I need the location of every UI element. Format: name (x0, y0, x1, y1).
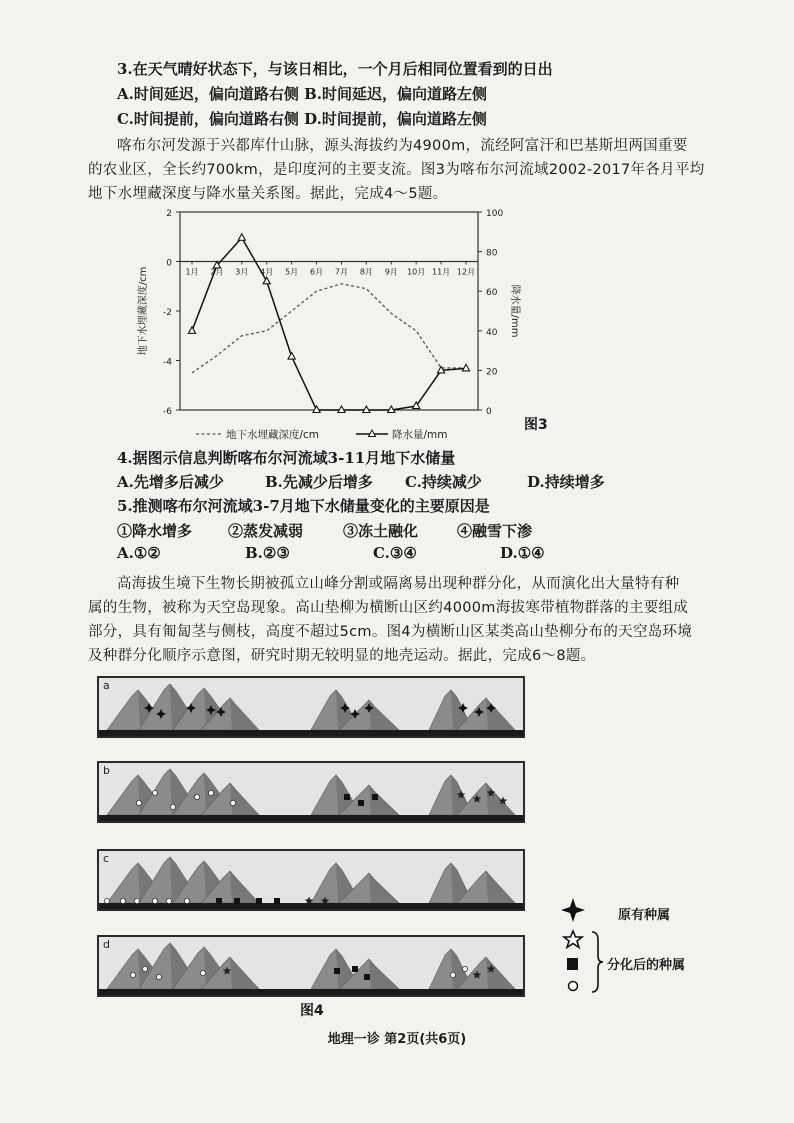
q5-item-4: ④融雪下渗 (457, 522, 533, 540)
precipitation-point (188, 327, 195, 334)
q5-items (0, 520, 794, 542)
legend-four-point-star-icon (561, 898, 585, 922)
x-tick-label: 10月 (407, 267, 426, 277)
circle-species-icon (142, 966, 147, 971)
left-axis-title: 地下水埋藏深度/cm (138, 266, 149, 356)
passage1-line1: 喀布尔河发源于兴都库什山脉，源头海拔约为4900m，流经阿富汗和巴基斯坦两国重要 (117, 138, 688, 154)
q3-options-line2: C.时间提前，偏向道路右侧 D.时间提前，偏向道路左侧 (117, 110, 487, 128)
right-tick-label: 60 (486, 288, 498, 299)
q4-stem: 4.据图示信息判断喀布尔河流域3-11月地下水储量 (117, 449, 456, 467)
ground-band (99, 730, 523, 736)
circle-species-icon (156, 974, 161, 979)
square-species-icon (364, 974, 370, 980)
circle-species-icon (208, 790, 213, 795)
right-tick-label: 40 (486, 327, 498, 338)
figure4-panel-a (97, 676, 525, 738)
q5-option-a: A.①② (117, 544, 161, 562)
legend-differentiated-species: 分化后的种属 (607, 958, 686, 973)
right-tick-label: 80 (486, 248, 498, 259)
circle-species-icon (200, 970, 205, 975)
figure3-label: 图3 (524, 417, 548, 433)
ground-band (99, 815, 523, 821)
square-species-icon (256, 898, 262, 904)
figure3-chart (0, 200, 794, 460)
x-tick-label: 4月 (260, 267, 274, 277)
circle-species-icon (130, 972, 135, 977)
x-tick-label: 7月 (334, 267, 349, 277)
left-tick-label: 2 (166, 209, 172, 219)
passage2-line3: 部分，具有匍匐茎与侧枝，高度不超过5cm。图4为横断山区某类高山垫柳分布的天空岛环境 (88, 624, 693, 640)
sky-island-scene (99, 851, 523, 909)
x-tick-label: 12月 (456, 267, 476, 277)
passage1-line3: 地下水埋藏深度与降水量关系图。据此，完成4～5题。 (88, 186, 448, 202)
q5-options (0, 544, 794, 566)
ground-band (99, 989, 523, 995)
panel-letter: a (103, 679, 110, 692)
circle-species-icon (194, 794, 199, 799)
figure4-panel-b (97, 761, 525, 823)
panel-letter: b (103, 764, 110, 777)
figure4-legend-symbols (560, 898, 590, 998)
precipitation-line (192, 238, 466, 410)
sky-island-scene (99, 678, 523, 736)
q3-options-line1: A.时间延迟，偏向道路右侧 B.时间延迟，偏向道路左侧 (117, 85, 487, 103)
figure4-panel-c (97, 849, 525, 911)
left-tick-label: -4 (163, 357, 172, 368)
circle-species-icon (152, 898, 157, 903)
left-tick-label: -6 (163, 407, 172, 417)
passage1-line2: 的农业区，全长约700km，是印度河的主要支流。图3为喀布尔河流域2002-2017年各月平均 (88, 162, 705, 178)
page-footer: 地理一诊 第2页(共6页) (327, 1032, 467, 1047)
panel-letter: c (103, 852, 110, 865)
x-tick-label: 6月 (309, 267, 324, 277)
right-tick-label: 100 (486, 209, 504, 219)
x-tick-label: 2月 (210, 267, 224, 277)
legend-circle-icon (569, 982, 578, 991)
circle-species-icon (170, 804, 175, 809)
square-species-icon (334, 968, 340, 974)
q5-stem: 5.推测喀布尔河流域3-7月地下水储量变化的主要原因是 (117, 497, 490, 515)
q4-options (0, 471, 794, 493)
circle-species-icon (136, 800, 141, 805)
q5-option-b: B.②③ (245, 544, 290, 562)
precipitation-point (288, 353, 295, 360)
circle-species-icon (450, 972, 455, 977)
legend-original-species: 原有种属 (618, 908, 671, 923)
legend-label-depth: 地下水埋藏深度/cm (226, 429, 320, 441)
circle-species-icon (230, 800, 235, 805)
legend-square-icon (567, 958, 578, 970)
x-tick-label: 9月 (384, 267, 398, 277)
square-species-icon (358, 800, 364, 806)
q5-item-3: ③冻土融化 (343, 522, 419, 540)
x-tick-label: 3月 (235, 267, 249, 277)
figure4-panel-d (97, 935, 525, 997)
passage2-line1: 高海拔生境下生物长期被孤立山峰分割或隔离易出现种群分化，从而演化出大量特有种 (117, 576, 680, 592)
q3-stem: 3.在天气晴好状态下，与该日相比，一个月后相同位置看到的日出 (117, 60, 553, 78)
right-tick-label: 20 (486, 367, 498, 378)
square-species-icon (372, 794, 378, 800)
sky-island-scene (99, 937, 523, 995)
q5-item-2: ②蒸发减弱 (228, 522, 304, 540)
groundwater-depth-line (192, 284, 466, 373)
figure4-label: 图4 (300, 1003, 324, 1019)
right-axis-title: 降水量/mm (509, 284, 520, 338)
x-tick-label: 8月 (359, 267, 373, 277)
square-species-icon (234, 898, 240, 904)
circle-species-icon (104, 898, 109, 903)
circle-species-icon (462, 966, 467, 971)
square-species-icon (352, 966, 358, 972)
legend-label-precip: 降水量/mm (392, 429, 448, 441)
q5-item-1: ①降水增多 (117, 522, 193, 540)
q4-option-c: C.持续减少 (405, 473, 482, 491)
square-species-icon (216, 898, 222, 904)
square-species-icon (274, 898, 280, 904)
q4-option-a: A.先增多后减少 (117, 473, 224, 491)
q4-option-b: B.先减少后增多 (265, 473, 373, 491)
x-tick-label: 1月 (185, 267, 199, 277)
left-tick-label: -2 (163, 308, 172, 318)
circle-species-icon (184, 898, 189, 903)
precipitation-point (238, 234, 245, 241)
x-tick-label: 11月 (431, 267, 451, 277)
circle-species-icon (166, 898, 171, 903)
circle-species-icon (134, 898, 139, 903)
left-tick-label: 0 (166, 258, 172, 269)
precipitation-point (462, 364, 469, 371)
panel-letter: d (103, 938, 110, 951)
q5-option-d: D.①④ (500, 544, 545, 562)
passage2-line2: 属的生物，被称为天空岛现象。高山垫柳为横断山区约4000m海拔寒带植物群落的主要组成 (88, 600, 689, 616)
x-tick-label: 5月 (285, 267, 299, 277)
circle-species-icon (152, 790, 157, 795)
q5-option-c: C.③④ (373, 544, 417, 562)
legend-triangle (369, 430, 376, 437)
q4-option-d: D.持续增多 (527, 473, 605, 491)
legend-brace (590, 930, 604, 994)
square-species-icon (344, 794, 350, 800)
right-tick-label: 0 (486, 407, 492, 417)
legend-star-icon (564, 931, 582, 948)
sky-island-scene (99, 763, 523, 821)
circle-species-icon (120, 898, 125, 903)
passage2-line4: 及种群分化顺序示意图，研究时期无较明显的地壳运动。据此，完成6～8题。 (88, 648, 596, 664)
